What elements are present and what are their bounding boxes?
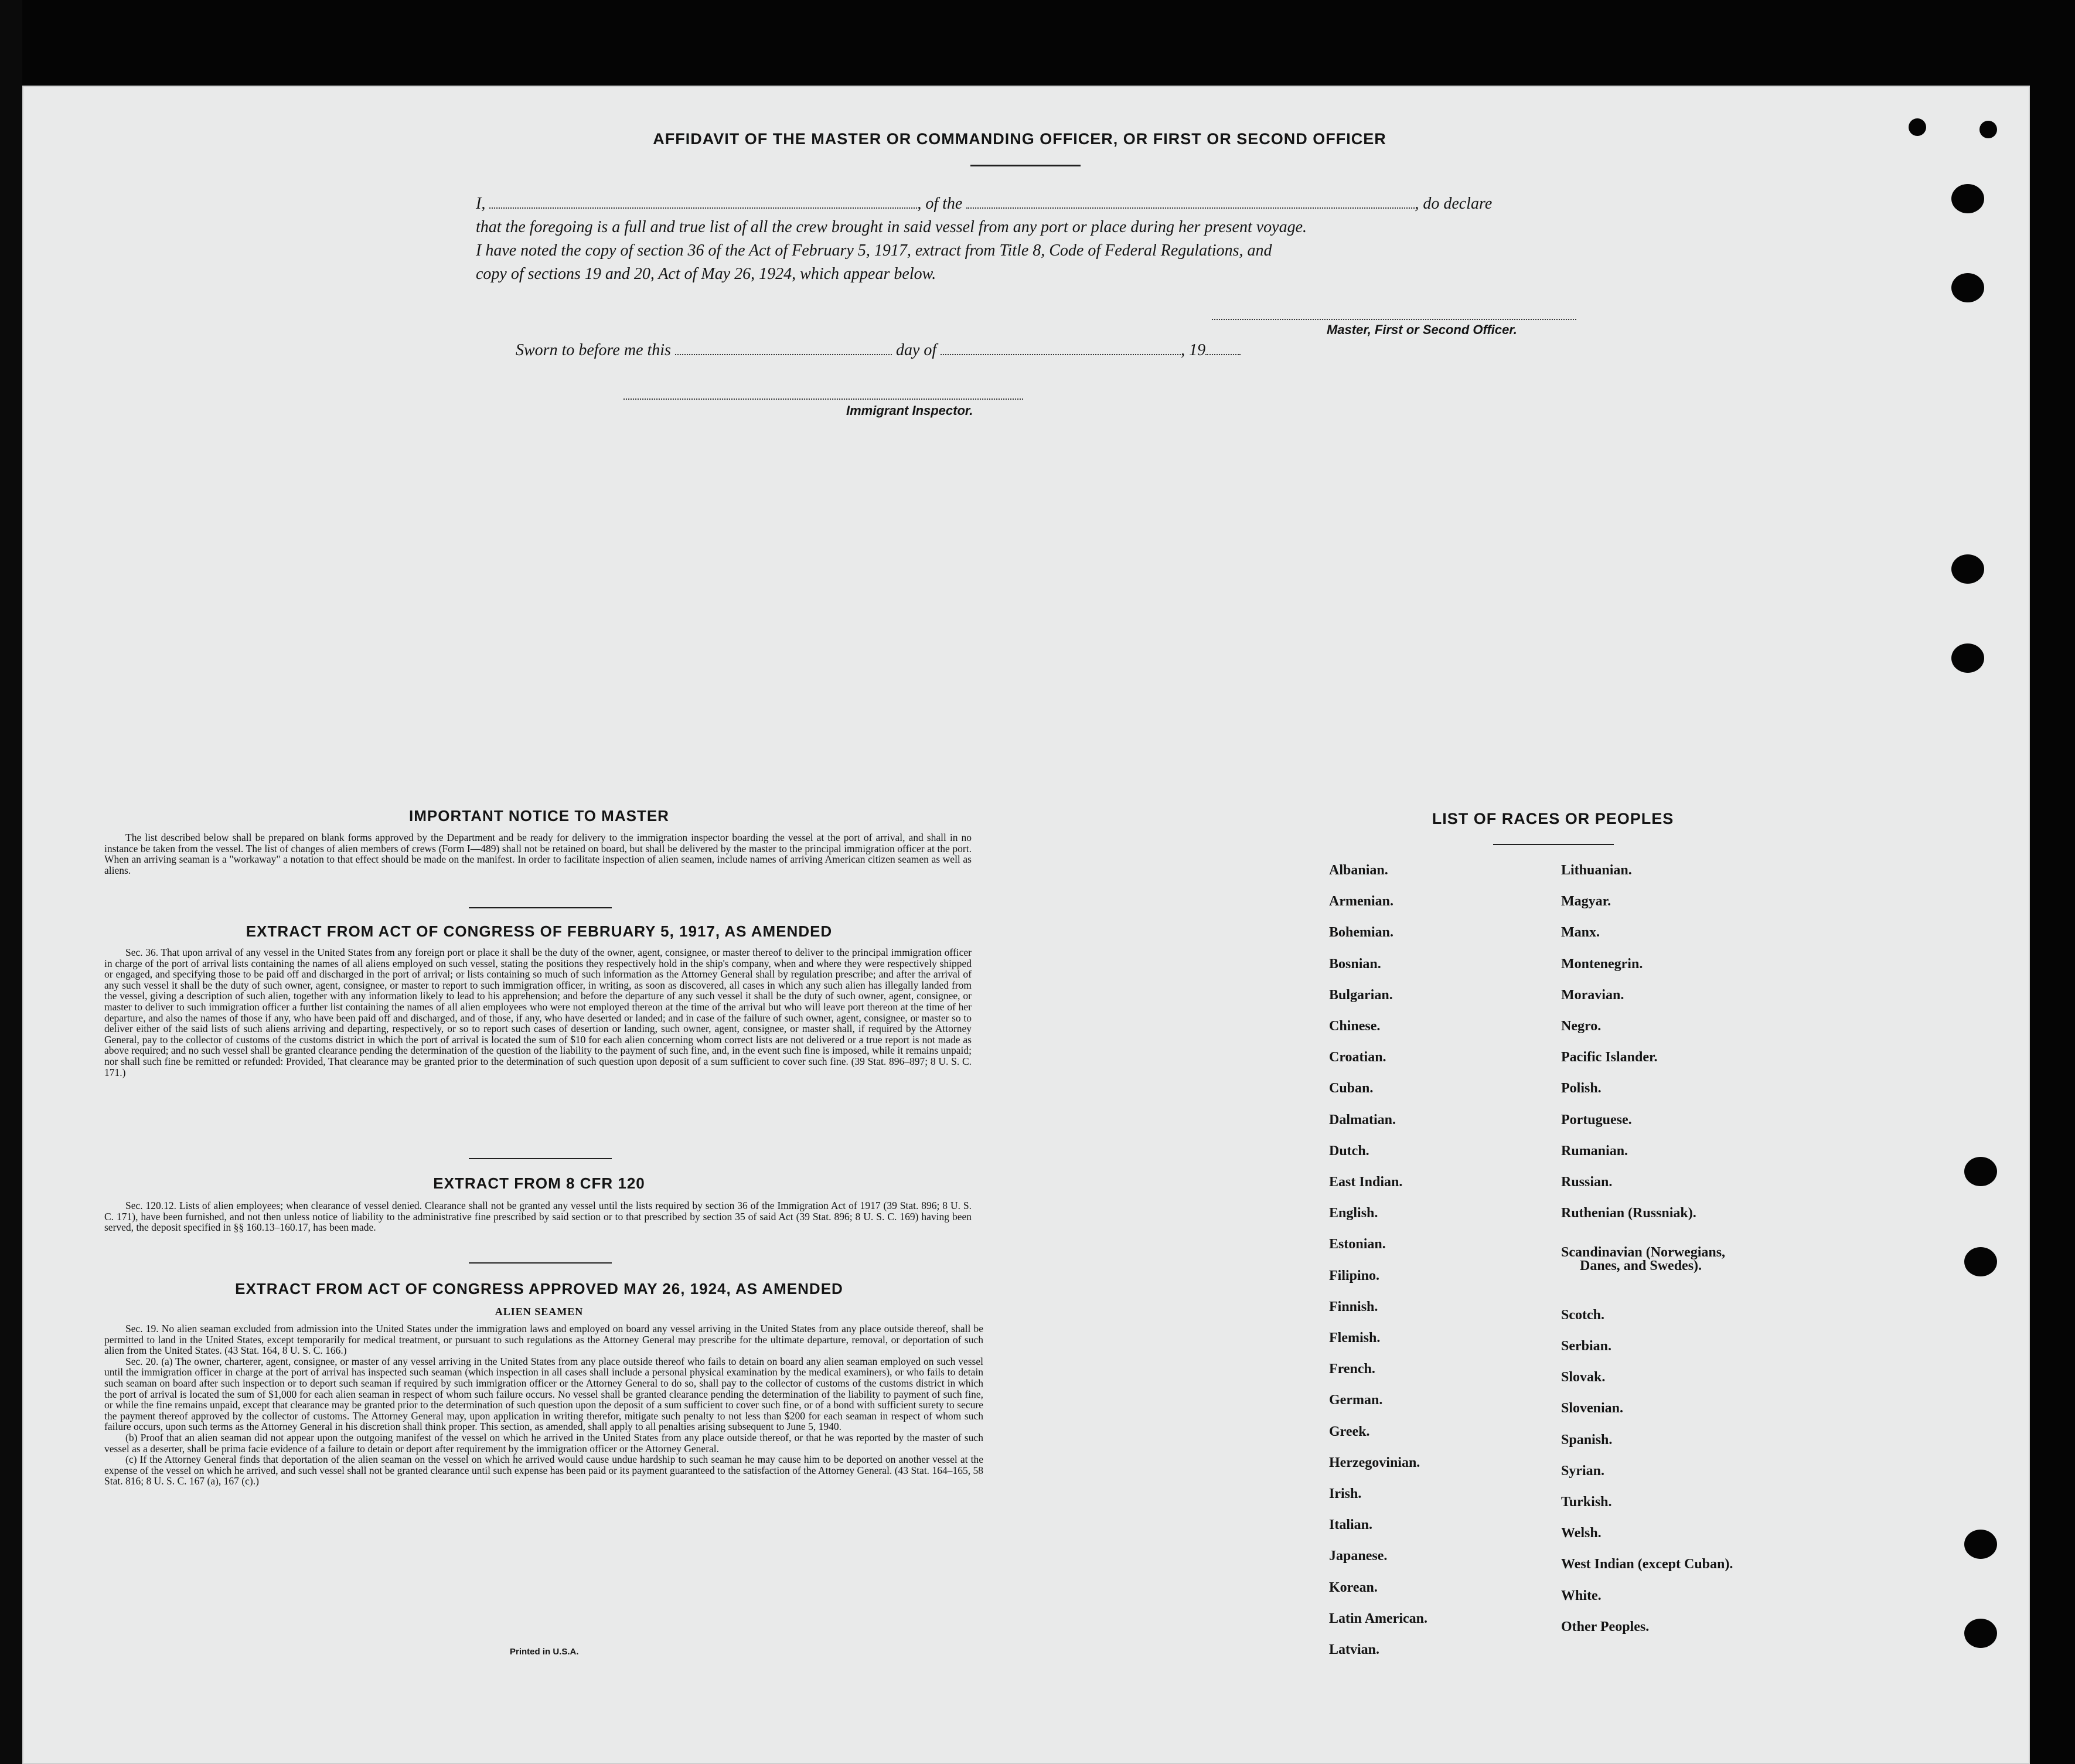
punch-hole: [1951, 643, 1984, 673]
race-item: Montenegrin.: [1561, 956, 1643, 972]
sworn-label: Sworn to before me this: [516, 341, 671, 359]
race-item: Moravian.: [1561, 987, 1624, 1003]
race-item: Italian.: [1329, 1517, 1373, 1533]
affidavit-declare: , do declare: [1415, 195, 1493, 213]
punch-hole: [1964, 1157, 1997, 1186]
race-item: Pacific Islander.: [1561, 1050, 1658, 1065]
race-item: Portuguese.: [1561, 1112, 1632, 1128]
race-item: Magyar.: [1561, 894, 1611, 910]
vessel-field[interactable]: [966, 196, 1415, 209]
race-item: Latvian.: [1329, 1642, 1380, 1657]
scan-edge: [0, 0, 22, 1764]
extract-1917-text: [104, 947, 972, 1078]
affidavit-i: I,: [476, 195, 486, 213]
affidavit-body: [476, 192, 1577, 286]
race-item: Welsh.: [1561, 1525, 1602, 1541]
section-120-paragraph: Sec. 120.12. Lists of alien employees; when clearance of vessel denied. Clearance shall not be granted any vessel until the lists required by section 36 of the Immigration Act of 1917 (39 Stat. 896; 8 U. S. C. 171), have been furnished, and not then unless notice of liability to the administrative fine prescribed by said section or to that prescribed by section 35 of said Act (39 Stat. 896; 8 U. S. C. 169) having been served, the deposit specified in §§ 160.13–160.17, has been made.: [104, 1200, 972, 1234]
race-item: German.: [1329, 1392, 1383, 1408]
race-item: Irish.: [1329, 1486, 1362, 1501]
year-label: , 19: [1181, 341, 1206, 359]
extract-cfr-text: [104, 1200, 972, 1233]
extract-1924-title: EXTRACT FROM ACT OF CONGRESS APPROVED MAY 26, 1924, AS AMENDED: [235, 1280, 843, 1298]
sworn-year-field[interactable]: [1205, 342, 1241, 355]
affidavit-line-1: [476, 192, 1577, 216]
affidavit-line-2: that the foregoing is a full and true list of all the crew brought in said vessel from any port or place during her present voyage.: [476, 218, 1307, 236]
race-item: Scandinavian (Norwegians,: [1561, 1245, 1726, 1261]
divider-rule: [469, 907, 612, 908]
races-title: LIST OF RACES OR PEOPLES: [1432, 810, 1674, 827]
race-item: Croatian.: [1329, 1050, 1386, 1065]
race-item: Lithuanian.: [1561, 863, 1632, 878]
title-rule: [970, 165, 1081, 166]
races-title-rule: [1493, 844, 1614, 845]
race-item: Negro.: [1561, 1019, 1602, 1034]
race-item: Cuban.: [1329, 1081, 1374, 1096]
race-item: Filipino.: [1329, 1268, 1380, 1283]
section-36-paragraph: Sec. 36. That upon arrival of any vessel in the United States from any foreign port or place it shall be the duty of the owner, agent, consignee, or master thereof to deliver to the principal immigration officer in charge of the port of arrival lists containing the names of all aliens employed on such vessel, stating the positions they respectively hold in the ship's company, when and where they were respectively shipped or engaged, and specifying those to be paid off and discharged in the port of arrival; or lists containing so much of such information as the Attorney General shall by regulation prescribe; and after the arrival of any such vessel it shall be the duty of such owner, agent, consignee, or master to report to such immigration officer, in writing, as soon as discovered, all cases in which any such alien has illegally landed from the vessel, giving a description of such alien, together with any information likely to lead to his apprehension; and before the departure of any such vessel it shall be the duty of such owner, agent, consignee, or master to deliver to such immigration officer a further list containing the names of all alien employees who were not employed thereon at the time of the arrival but who will leave port thereon at the time of her departure, and also the names of those if any, who have been paid off and discharged, and of those, if any, who have deserted or landed; and in case of the failure of such owner, agent, consignee, or master so to deliver either of the said lists of such aliens arriving and departing, respectively, or so to report such cases of desertion or landing, such owner, agent, consignee, or master shall, if required by the Attorney General, pay to the collector of customs of the customs district in which the port of arrival is located the sum of $10 for each alien concerning whom correct lists are not delivered or a true report is not made as above required; and no such vessel shall be granted clearance pending the determination of the question of the liability to the payment of such fine, and, in the event such fine is imposed, while it remains unpaid; nor shall such fine be remitted or refunded: Provided, That clearance may be granted prior to the determination of such question upon deposit of a sum sufficient to cover such fine. (39 Stat. 896–897; 8 U. S. C. 171.): [104, 946, 972, 1078]
punch-hole: [1964, 1530, 1997, 1559]
alien-seamen-heading: ALIEN SEAMEN: [495, 1306, 584, 1317]
race-item: West Indian (except Cuban).: [1561, 1557, 1733, 1572]
section-19-paragraph: Sec. 19. No alien seaman excluded from admission into the United States under the immigration laws and employed on board any vessel arriving in the United States from any place outside thereof, shall be permitted to land in the United States, except temporarily for medical treatment, or pursuant to such regulations as the Attorney General may prescribe for the ultimate departure, removal, or deportation of such alien from the United States. (43 Stat. 164, 8 U. S. C. 166.): [104, 1323, 983, 1357]
punch-hole: [1909, 118, 1926, 136]
punch-hole: [1964, 1247, 1997, 1276]
race-item: Ruthenian (Russniak).: [1561, 1205, 1696, 1221]
notice-text: [104, 832, 972, 876]
race-item: Manx.: [1561, 925, 1600, 941]
affidavit-line-3: I have noted the copy of section 36 of the Act of February 5, 1917, extract from Title 8, Code of Federal Regulations, and: [476, 241, 1272, 260]
race-item: French.: [1329, 1361, 1375, 1377]
race-item: Flemish.: [1329, 1330, 1381, 1346]
race-item: Dalmatian.: [1329, 1112, 1396, 1128]
race-item: Scotch.: [1561, 1307, 1604, 1323]
race-item: White.: [1561, 1588, 1602, 1603]
section-20a-paragraph: Sec. 20. (a) The owner, charterer, agent, consignee, or master of any vessel arriving in the United States from any place outside thereof who fails to detain on board any alien seaman employed on such vessel until the immigration officer in charge at the port of arrival has inspected such seaman (which inspection in all cases shall include a personal physical examination by the medical examiners), or who fails to detain such seaman on board after such inspection or to deport such seaman if required by such immigration officer or the Attorney General to do so, shall pay to the collector of customs of the customs district in which the port of arrival is located the sum of $1,000 for each alien seaman in respect of whom such failure occurs. No vessel shall be granted clearance pending the determination of the liability to payment of such fine, or while the fine remains unpaid, except that clearance may be granted prior to the determination of such question upon the deposit of a sum sufficient to cover such fine, or of a bond with sufficient surety to secure the payment thereof approved by the collector of customs. The Attorney General may, upon application in writing therefor, mitigate such penalty to not less than $200 for each seaman in respect of whom such failure occurs, upon such terms as the Attorney General in his discretion shall think proper. This section, as amended, shall apply to all penalties arising subsequent to June 5, 1940.: [104, 1355, 983, 1433]
race-item: Polish.: [1561, 1081, 1602, 1096]
race-item: Serbian.: [1561, 1339, 1612, 1354]
name-field[interactable]: [489, 196, 917, 209]
inspector-signature-label: Immigrant Inspector.: [846, 403, 973, 418]
race-item: Japanese.: [1329, 1548, 1388, 1564]
notice-title: IMPORTANT NOTICE TO MASTER: [409, 807, 669, 825]
race-item: Slovenian.: [1561, 1401, 1624, 1416]
master-signature-line[interactable]: [1212, 319, 1576, 320]
punch-hole: [1951, 184, 1984, 213]
affidavit-of-the: , of the: [917, 195, 963, 213]
master-signature-label: Master, First or Second Officer.: [1327, 322, 1517, 337]
race-item: Danes, and Swedes).: [1580, 1258, 1702, 1273]
divider-rule: [469, 1262, 612, 1264]
notice-paragraph: The list described below shall be prepared on blank forms approved by the Department and be ready for delivery to the immigration inspector boarding the vessel at the port of arrival, and shall in no instance be taken from the vessel. The list of changes of alien members of crews (Form I—489) shall not be retained on board, but shall be delivered by the master to the principal immigration officer at the port. When an arriving seaman is a "workaway" a notation to that effect should be made on the manifest. In order to facilitate inspection of alien seamen, include names of arriving American citizen seamen as well as aliens.: [104, 832, 972, 876]
affidavit-title: AFFIDAVIT OF THE MASTER OR COMMANDING OFFICER, OR FIRST OR SECOND OFFICER: [653, 130, 1386, 148]
race-item: Rumanian.: [1561, 1143, 1628, 1159]
race-item: Greek.: [1329, 1424, 1370, 1439]
race-item: Chinese.: [1329, 1019, 1381, 1034]
race-item: Bosnian.: [1329, 956, 1381, 972]
race-item: Turkish.: [1561, 1494, 1612, 1510]
race-item: Spanish.: [1561, 1432, 1613, 1448]
punch-hole: [1979, 121, 1997, 138]
extract-1917-title: EXTRACT FROM ACT OF CONGRESS OF FEBRUARY 5, 1917, AS AMENDED: [246, 922, 833, 940]
punch-hole: [1951, 554, 1984, 584]
race-item: Bulgarian.: [1329, 987, 1393, 1003]
section-20b-paragraph: (b) Proof that an alien seaman did not appear upon the outgoing manifest of the vessel on which he arrived in the United States from any place outside thereof, or that he was reported by the master of such vessel as a deserter, shall be prima facie evidence of a failure to detain or deport after requirement by the immigration officer or the Attorney General.: [104, 1431, 983, 1455]
race-item: Dutch.: [1329, 1143, 1369, 1159]
race-item: Albanian.: [1329, 863, 1388, 878]
race-item: Herzegovinian.: [1329, 1455, 1420, 1470]
race-item: English.: [1329, 1205, 1378, 1221]
race-item: Bohemian.: [1329, 925, 1394, 941]
race-item: East Indian.: [1329, 1174, 1403, 1190]
race-item: Slovak.: [1561, 1370, 1606, 1385]
sworn-day-field[interactable]: [675, 342, 892, 355]
affidavit-line-4: copy of sections 19 and 20, Act of May 26, 1924, which appear below.: [476, 265, 936, 283]
race-item: Other Peoples.: [1561, 1619, 1650, 1634]
divider-rule: [469, 1158, 612, 1159]
race-item: Finnish.: [1329, 1299, 1378, 1315]
section-20c-paragraph: (c) If the Attorney General finds that deportation of the alien seaman on the vessel on which he arrived would cause undue hardship to such seaman he may cause him to be deported on another vessel at the expense of the vessel on which he arrived, and such vessel shall not be granted clearance until such expense has been paid or its payment guaranteed to the satisfaction of the Attorney General. (43 Stat. 164–165, 58 Stat. 816; 8 U. S. C. 167 (a), 167 (c).): [104, 1453, 983, 1487]
printed-in-usa: Printed in U.S.A.: [510, 1647, 579, 1657]
race-item: Armenian.: [1329, 894, 1393, 910]
sworn-line: [516, 341, 1241, 360]
race-item: Russian.: [1561, 1174, 1613, 1190]
race-item: Syrian.: [1561, 1463, 1605, 1479]
extract-cfr-title: EXTRACT FROM 8 CFR 120: [433, 1174, 645, 1192]
inspector-signature-line[interactable]: [623, 399, 1023, 400]
punch-hole: [1964, 1619, 1997, 1648]
sworn-month-field[interactable]: [941, 342, 1181, 355]
extract-1924-text: [104, 1323, 983, 1487]
day-of-label: day of: [895, 341, 937, 359]
race-item: Estonian.: [1329, 1237, 1386, 1252]
race-item: Korean.: [1329, 1579, 1378, 1595]
punch-hole: [1951, 273, 1984, 302]
race-item: Latin American.: [1329, 1610, 1427, 1626]
